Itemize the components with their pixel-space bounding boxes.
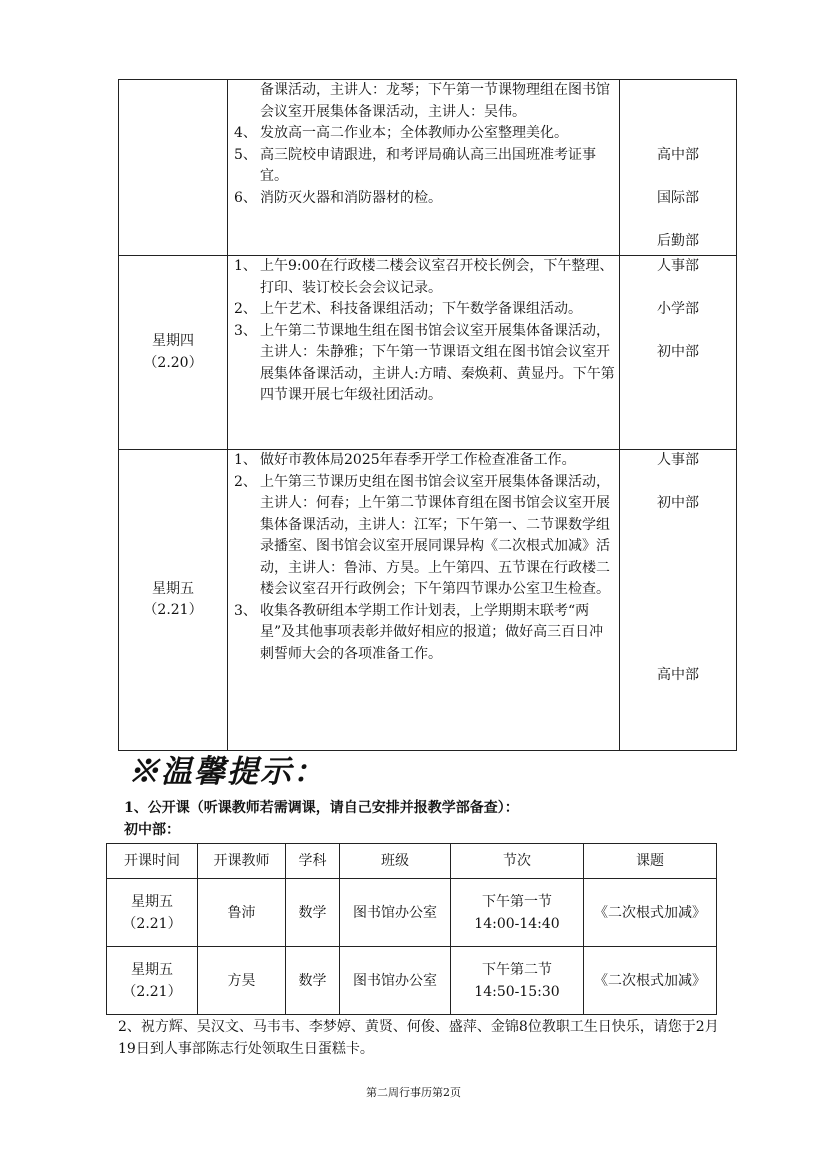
period-label: 下午第二节 [482, 961, 552, 978]
subject-cell: 数学 [286, 947, 340, 1015]
day-date: （2.20） [143, 354, 203, 371]
item-number: 2、 [234, 301, 257, 317]
item-number: 5、 [234, 146, 257, 163]
item-text: 消防灭火器和消防器材的检。 [260, 189, 442, 206]
dept-label [620, 558, 736, 580]
class-date: （2.21） [122, 915, 182, 932]
item-text: 上午艺术、科技备课组活动；下午数学备课组活动。 [260, 301, 582, 317]
column-header: 课题 [584, 844, 717, 879]
item-number: 3、 [234, 322, 257, 339]
dept-label [620, 536, 736, 558]
item-text: 做好市教体局2025年春季开学工作检查准备工作。 [260, 452, 576, 468]
dept-cell [620, 256, 737, 450]
item-text: 高三院校申请跟进，和考评局确认高三出国班准考证事宜。 [260, 146, 596, 184]
table-row [107, 947, 717, 1015]
schedule-item [234, 450, 615, 472]
dept-label [620, 166, 736, 188]
schedule-table [118, 79, 737, 751]
item-text: 上午9:00在行政楼二楼会议室召开校长例会，下午整理、打印、装订校长会会议记录。 [260, 258, 614, 296]
dept-label: 初中部 [657, 495, 699, 511]
schedule-row [119, 256, 737, 450]
items-cell [228, 80, 620, 256]
birthday-notice: 2、祝方辉、吴汉文、马韦韦、李梦婷、黄贤、何俊、盛萍、金锦8位教职工生日快乐，请您于2月19日到人事部陈志行处领取生日蛋糕卡。 [118, 1019, 719, 1057]
dept-label [620, 601, 736, 623]
dept-label [620, 622, 736, 644]
dept-label: 初中部 [657, 344, 699, 360]
dept-label: 小学部 [657, 301, 699, 317]
day-label: 星期四 [152, 333, 194, 349]
table-row [107, 879, 717, 947]
period-cell [451, 879, 584, 947]
schedule-item [234, 188, 615, 210]
day-cell [119, 256, 228, 450]
topic-cell: 《二次根式加减》 [584, 879, 717, 947]
dept-label: 人事部 [657, 452, 699, 468]
section-label: 初中部： [124, 822, 180, 838]
subject-cell: 数学 [286, 879, 340, 947]
dept-label [620, 80, 736, 102]
open-class-heading: 1、公开课（听课教师若需调课，请自己安排并报教学部备查）： [124, 800, 519, 816]
dept-label [620, 209, 736, 231]
day-cell [119, 450, 228, 751]
schedule-item [234, 123, 615, 145]
day-label: 星期五 [152, 580, 194, 597]
page-footer: 第二周行事历第2页 [366, 1086, 461, 1099]
dept-label [620, 321, 736, 343]
item-number: 2、 [234, 473, 257, 490]
item-number: 6、 [234, 189, 257, 206]
class-cell: 图书馆办公室 [340, 879, 451, 947]
day-cell [119, 80, 228, 256]
dept-label [620, 579, 736, 601]
open-class-table [106, 843, 717, 1015]
period-time: 14:00-14:40 [474, 915, 560, 932]
items-cell [228, 450, 620, 751]
column-header: 开课教师 [198, 844, 286, 879]
schedule-item [234, 145, 615, 188]
dept-cell [620, 80, 737, 256]
schedule-item [234, 472, 615, 601]
dept-label: 高中部 [657, 667, 699, 683]
schedule-item-text: 备课活动，主讲人：龙琴；下午第一节课物理组在图书馆会议室开展集体备课活动，主讲人：吴伟。 [260, 82, 610, 120]
dept-label [620, 102, 736, 124]
class-day: 星期五 [131, 961, 173, 978]
item-number: 3、 [234, 602, 257, 619]
class-day: 星期五 [131, 893, 173, 910]
dept-label: 人事部 [657, 258, 699, 274]
class-date: （2.21） [122, 983, 182, 1000]
dept-cell [620, 450, 737, 751]
item-text: 发放高一高二作业本；全体教师办公室整理美化。 [260, 125, 568, 141]
schedule-item [234, 256, 615, 299]
day-date: （2.21） [143, 602, 203, 618]
column-header: 节次 [451, 844, 584, 879]
period-label: 下午第一节 [482, 893, 552, 910]
tips-title: ※温馨提示： [128, 754, 326, 790]
class-cell: 图书馆办公室 [340, 947, 451, 1015]
class-time-cell [107, 947, 198, 1015]
column-header: 班级 [340, 844, 451, 879]
item-text: 上午第二节课地生组在图书馆会议室开展集体备课活动，主讲人：朱静雅；下午第一节课语文组在图书馆会议室开展集体备课活动，主讲人:方晴、秦焕莉、黄显丹。下午第四节课开展七年级社团活动。 [260, 322, 615, 403]
dept-label [620, 123, 736, 145]
dept-label: 国际部 [657, 189, 699, 206]
table-header-row [107, 844, 717, 879]
teacher-cell: 方昊 [198, 947, 286, 1015]
class-time-cell [107, 879, 198, 947]
item-text: 上午第三节课历史组在图书馆会议室开展集体备课活动，主讲人：何春；上午第二节课体育组在图书馆会议室开展集体备课活动，主讲人：江军；下午第一、二节课数学组录播室、图书馆会议室开展同课异构《二次根式加减》活动，主讲人：鲁沛、方昊。上午第四、五节课在行政楼二楼会议室召开行政例会；下午第四节课办公室卫生检查。 [260, 473, 610, 597]
dept-label: 后勤部 [657, 232, 699, 249]
schedule-row [119, 450, 737, 751]
items-cell [228, 256, 620, 450]
dept-label: 高中部 [657, 146, 699, 163]
schedule-item [234, 321, 615, 407]
teacher-cell: 鲁沛 [198, 879, 286, 947]
column-header: 学科 [286, 844, 340, 879]
topic-cell: 《二次根式加减》 [584, 947, 717, 1015]
column-header: 开课时间 [107, 844, 198, 879]
schedule-row [119, 80, 737, 256]
dept-label [620, 278, 736, 300]
schedule-item [234, 299, 615, 321]
period-time: 14:50-15:30 [474, 983, 560, 1000]
item-number: 1、 [234, 258, 257, 274]
dept-label [620, 472, 736, 494]
item-text: 收集各教研组本学期工作计划表，上学期期末联考“两星”及其他事项表彰并做好相应的报道；做好高三百日冲刺誓师大会的各项准备工作。 [260, 602, 604, 662]
item-number: 1、 [234, 452, 257, 468]
dept-label [620, 515, 736, 537]
period-cell [451, 947, 584, 1015]
dept-label [620, 644, 736, 666]
item-number: 4、 [234, 125, 257, 141]
schedule-item [234, 601, 615, 666]
